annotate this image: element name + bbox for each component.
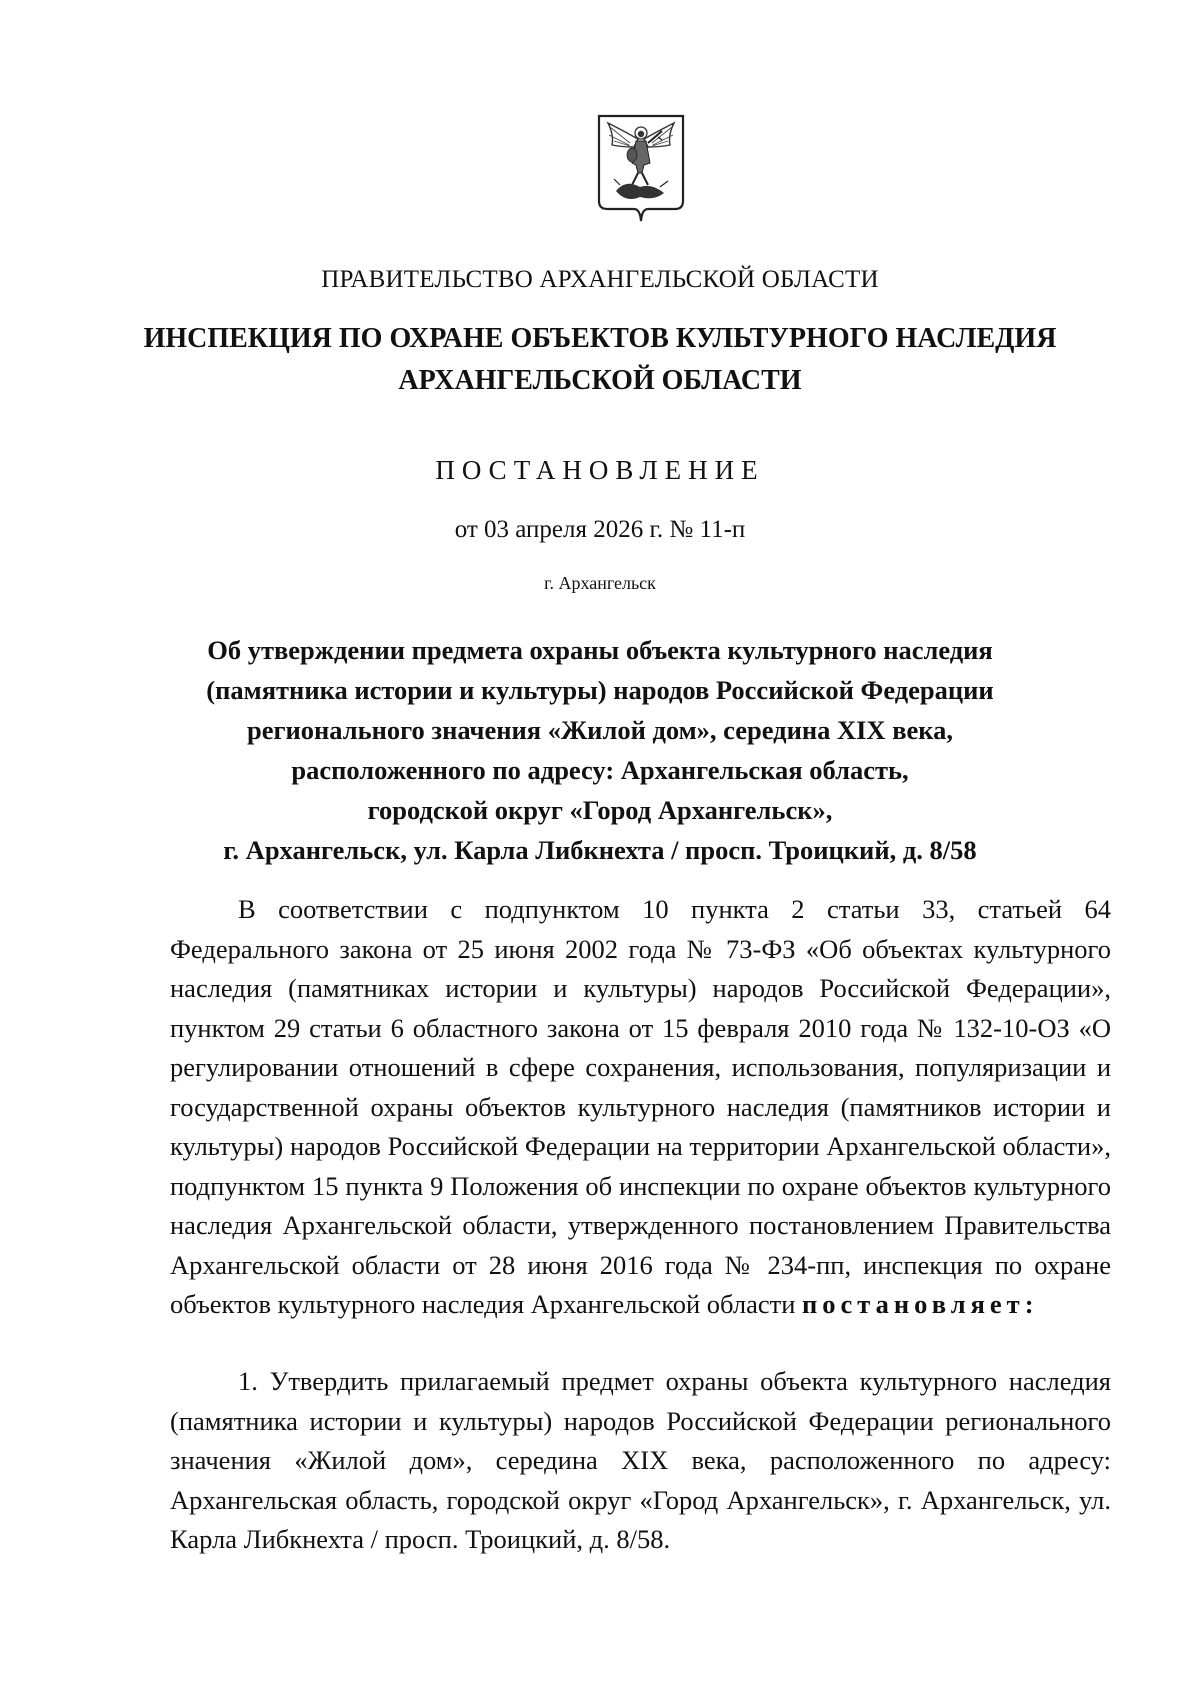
item-1-text: 1. Утвердить прилагаемый предмет охраны объекта культурного наследия (памятника истории и культуры) народов Российской Федерации регионального значения «Жилой дом», середина XIX века, расположенного по адресу: Архангельская область, городской округ «Город Архангельск», г. Архангельск, ул. Карла Либкнехта / просп. Троицкий, д. 8/58. — [170, 1366, 1111, 1554]
preamble-paragraph — [170, 890, 1111, 1325]
document-date-number: от 03 апреля 2026 г. № 11-п — [454, 516, 746, 543]
title-line: (памятника истории и культуры) народов Российской Федерации — [206, 675, 994, 705]
agency-name-line: ИНСПЕКЦИЯ ПО ОХРАНЕ ОБЪЕКТОВ КУЛЬТУРНОГО НАСЛЕДИЯ — [143, 323, 1057, 354]
document-type: ПОСТАНОВЛЕНИЕ — [435, 455, 765, 485]
title-line: г. Архангельск, ул. Карла Либкнехта / просп. Троицкий, д. 8/58 — [223, 835, 977, 865]
agency-name — [0, 318, 1200, 402]
document-city: г. Архангельск — [544, 573, 656, 593]
title-line: Об утверждении предмета охраны объекта культурного наследия — [207, 635, 993, 665]
title-line: расположенного по адресу: Архангельская область, — [291, 755, 909, 785]
resolves-keyword: постановляет: — [802, 1289, 1039, 1319]
title-line: регионального значения «Жилой дом», середина XIX века, — [246, 715, 954, 745]
title-line: городской округ «Город Архангельск», — [367, 795, 833, 825]
item-1-paragraph — [170, 1362, 1111, 1560]
document-title — [0, 630, 1200, 870]
agency-name-line: АРХАНГЕЛЬСКОЙ ОБЛАСТИ — [398, 365, 802, 396]
government-name: ПРАВИТЕЛЬСТВО АРХАНГЕЛЬСКОЙ ОБЛАСТИ — [321, 266, 879, 293]
preamble-text: В соответствии с подпунктом 10 пункта 2 статьи 33, статьей 64 Федерального закона от 25 июня 2002 года № 73-ФЗ «Об объектах культурного наследия (памятниках истории и культуры) народов Российской Федерации», пунктом 29 статьи 6 областного закона от 15 февраля 2010 года № 132-10-ОЗ «О регулировании отношений в сфере сохранения, использования, популяризации и государственной охраны объектов культурного наследия (памятников истории и культуры) народов Российской Федерации на территории Архангельской области», подпунктом 15 пункта 9 Положения об инспекции по охране объектов культурного наследия Архангельской области, утвержденного постановлением Правительства Архангельской области от 28 июня 2016 года № 234-пп, инспекция по охране объектов культурного наследия Архангельской области — [170, 894, 1111, 1319]
coat-of-arms-icon — [596, 113, 686, 225]
